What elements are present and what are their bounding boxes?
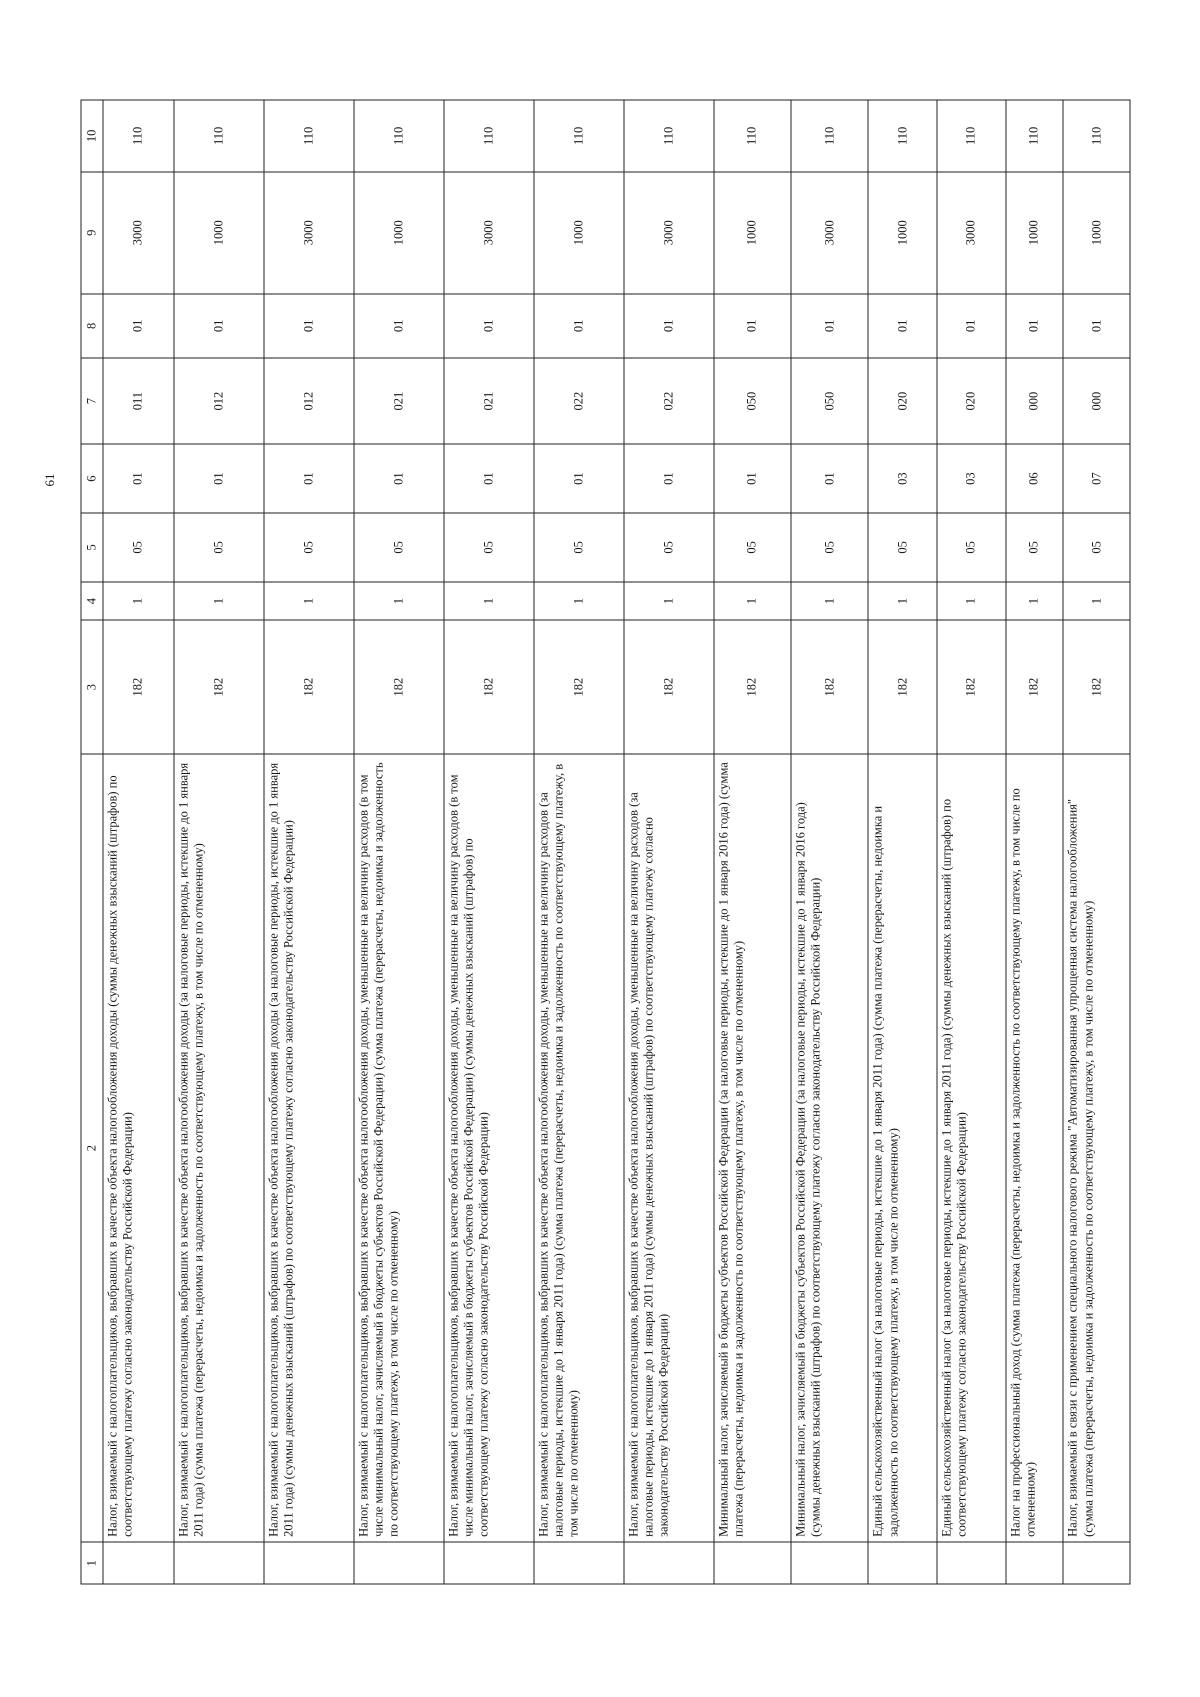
code-cell-c6: 01	[791, 444, 868, 513]
row-description: Налог, взимаемый в связи с применением специального налогового режима "Автоматизированная упрощенная система налогообложения" (сумма платежа (перерасчеты, недоимка и задолженность по соответствующему платежу, в том числе по отмененному)	[1063, 753, 1130, 1542]
code-cell-c7: 022	[533, 358, 623, 444]
code-cell-c5: 05	[173, 512, 263, 581]
code-cell-c6: 03	[868, 444, 937, 513]
row-description: Налог, взимаемый с налогоплательщиков, выбравших в качестве объекта налогообложения доходы, уменьшенные на величину расходов (в том числе минимальный налог, зачисляемый в бюджеты субъектов Российской Федерации) (сумма платежа (перерасчеты, недоимка и задолженность по соответствующему платежу, в том числе по отмененному)	[353, 753, 443, 1542]
code-cell-c3: 182	[1005, 620, 1063, 753]
column-header: 9	[81, 171, 103, 293]
code-cell-c7: 012	[263, 358, 353, 444]
code-cell-c8: 01	[1005, 293, 1063, 358]
code-cell-c4: 1	[353, 581, 443, 620]
table-row	[1005, 100, 1063, 1584]
table-row	[103, 100, 174, 1584]
code-cell-c9: 1000	[868, 171, 937, 293]
code-cell-c5: 05	[533, 512, 623, 581]
code-cell-c8: 01	[533, 293, 623, 358]
column-header: 4	[81, 581, 103, 620]
code-cell-c8: 01	[1063, 293, 1130, 358]
code-cell-c8: 01	[868, 293, 937, 358]
code-cell-c7: 021	[353, 358, 443, 444]
code-cell-c3: 182	[868, 620, 937, 753]
code-cell-c7: 000	[1063, 358, 1130, 444]
column-header: 6	[81, 444, 103, 513]
code-cell-c6: 01	[714, 444, 791, 513]
code-cell-c1	[103, 1542, 174, 1584]
code-cell-c10: 110	[533, 100, 623, 172]
row-description: Единый сельскохозяйственный налог (за налоговые периоды, истекшие до 1 января 2011 года) (суммы денежных взысканий (штрафов) по соответствующему платежу согласно законодательству Российской Федерации)	[936, 753, 1005, 1542]
code-cell-c3: 182	[103, 620, 174, 753]
code-cell-c4: 1	[263, 581, 353, 620]
code-cell-c10: 110	[936, 100, 1005, 172]
header-row	[81, 100, 103, 1584]
code-cell-c7: 000	[1005, 358, 1063, 444]
code-cell-c3: 182	[533, 620, 623, 753]
code-cell-c10: 110	[714, 100, 791, 172]
row-description: Налог, взимаемый с налогоплательщиков, выбравших в качестве объекта налогообложения доходы, уменьшенные на величину расходов (за налоговые периоды, истекшие до 1 января 2011 года) (суммы денежных взысканий (штрафов) по соответствующему платежу согласно законодательству Российской Федерации)	[623, 753, 713, 1542]
code-cell-c5: 05	[263, 512, 353, 581]
code-cell-c6: 01	[263, 444, 353, 513]
row-description: Налог, взимаемый с налогоплательщиков, выбравших в качестве объекта налогообложения доходы (суммы денежных взысканий (штрафов) по соответствующему платежу согласно законодательству Российской Федерации)	[103, 753, 174, 1542]
code-cell-c10: 110	[791, 100, 868, 172]
code-cell-c9: 3000	[103, 171, 174, 293]
budget-classification-table	[80, 99, 1130, 1584]
code-cell-c8: 01	[263, 293, 353, 358]
row-description: Единый сельскохозяйственный налог (за налоговые периоды, истекшие до 1 января 2011 года) (сумма платежа (перерасчеты, недоимка и задолженность по соответствующему платежу, в том числе по отмененному)	[868, 753, 937, 1542]
code-cell-c7: 021	[443, 358, 533, 444]
code-cell-c10: 110	[1063, 100, 1130, 172]
row-description: Налог на профессиональный доход (сумма платежа (перерасчеты, недоимка и задолженность по соответствующему платежу, в том числе по отмененному)	[1005, 753, 1063, 1542]
code-cell-c7: 050	[714, 358, 791, 444]
table-row	[353, 100, 443, 1584]
code-cell-c3: 182	[791, 620, 868, 753]
table-row	[623, 100, 713, 1584]
code-cell-c9: 1000	[173, 171, 263, 293]
code-cell-c7: 011	[103, 358, 174, 444]
code-cell-c5: 05	[623, 512, 713, 581]
code-cell-c9: 1000	[1063, 171, 1130, 293]
code-cell-c9: 3000	[936, 171, 1005, 293]
code-cell-c4: 1	[103, 581, 174, 620]
code-cell-c5: 05	[353, 512, 443, 581]
code-cell-c4: 1	[868, 581, 937, 620]
code-cell-c4: 1	[791, 581, 868, 620]
code-cell-c1	[1063, 1542, 1130, 1584]
code-cell-c5: 05	[103, 512, 174, 581]
code-cell-c9: 1000	[1005, 171, 1063, 293]
code-cell-c4: 1	[533, 581, 623, 620]
code-cell-c8: 01	[623, 293, 713, 358]
row-description: Налог, взимаемый с налогоплательщиков, выбравших в качестве объекта налогообложения доходы, уменьшенные на величину расходов (в том числе минимальный налог, зачисляемый в бюджеты субъектов Российской Федерации) (суммы денежных взысканий (штрафов) по соответствующему платежу согласно законодательству Российской Федерации)	[443, 753, 533, 1542]
code-cell-c1	[443, 1542, 533, 1584]
row-description: Минимальный налог, зачисляемый в бюджеты субъектов Российской Федерации (за налоговые периоды, истекшие до 1 января 2016 года) (сумма платежа (перерасчеты, недоимка и задолженность по соответствующему платежу, в том числе по отмененному)	[714, 753, 791, 1542]
column-header: 2	[81, 753, 103, 1542]
code-cell-c10: 110	[443, 100, 533, 172]
code-cell-c9: 1000	[353, 171, 443, 293]
code-cell-c8: 01	[173, 293, 263, 358]
code-cell-c6: 01	[443, 444, 533, 513]
code-cell-c9: 3000	[443, 171, 533, 293]
code-cell-c10: 110	[868, 100, 937, 172]
code-cell-c5: 05	[1005, 512, 1063, 581]
code-cell-c7: 020	[868, 358, 937, 444]
code-cell-c8: 01	[714, 293, 791, 358]
code-cell-c5: 05	[443, 512, 533, 581]
code-cell-c1	[936, 1542, 1005, 1584]
code-cell-c6: 06	[1005, 444, 1063, 513]
code-cell-c1	[263, 1542, 353, 1584]
column-header: 5	[81, 512, 103, 581]
code-cell-c6: 01	[353, 444, 443, 513]
table-row	[868, 100, 937, 1584]
code-cell-c6: 01	[173, 444, 263, 513]
rotated-table-container	[80, 99, 1130, 1584]
code-cell-c4: 1	[623, 581, 713, 620]
code-cell-c3: 182	[353, 620, 443, 753]
code-cell-c8: 01	[791, 293, 868, 358]
page-number: 61	[42, 473, 57, 487]
table-row	[1063, 100, 1130, 1584]
code-cell-c7: 012	[173, 358, 263, 444]
code-cell-c9: 1000	[533, 171, 623, 293]
table-row	[173, 100, 263, 1584]
code-cell-c1	[173, 1542, 263, 1584]
code-cell-c6: 01	[103, 444, 174, 513]
table-row	[263, 100, 353, 1584]
table-row	[443, 100, 533, 1584]
table-row	[533, 100, 623, 1584]
code-cell-c10: 110	[103, 100, 174, 172]
code-cell-c3: 182	[936, 620, 1005, 753]
column-header: 8	[81, 293, 103, 358]
code-cell-c1	[1005, 1542, 1063, 1584]
code-cell-c4: 1	[1063, 581, 1130, 620]
code-cell-c9: 3000	[263, 171, 353, 293]
row-description: Налог, взимаемый с налогоплательщиков, выбравших в качестве объекта налогообложения доходы (за налоговые периоды, истекшие до 1 января 2011 года) (суммы денежных взысканий (штрафов) по соответствующему платежу согласно законодательству Российской Федерации)	[263, 753, 353, 1542]
column-header: 10	[81, 100, 103, 172]
code-cell-c4: 1	[936, 581, 1005, 620]
code-cell-c9: 3000	[791, 171, 868, 293]
table-row	[791, 100, 868, 1584]
code-cell-c8: 01	[936, 293, 1005, 358]
row-description: Налог, взимаемый с налогоплательщиков, выбравших в качестве объекта налогообложения доходы, уменьшенные на величину расходов (за налоговые периоды, истекшие до 1 января 2011 года) (сумма платежа (перерасчеты, недоимка и задолженность по соответствующему платежу, в том числе по отмененному)	[533, 753, 623, 1542]
code-cell-c6: 01	[623, 444, 713, 513]
code-cell-c4: 1	[173, 581, 263, 620]
column-header: 7	[81, 358, 103, 444]
column-header: 3	[81, 620, 103, 753]
code-cell-c10: 110	[263, 100, 353, 172]
table-row	[936, 100, 1005, 1584]
code-cell-c7: 050	[791, 358, 868, 444]
code-cell-c4: 1	[1005, 581, 1063, 620]
code-cell-c1	[714, 1542, 791, 1584]
code-cell-c5: 05	[714, 512, 791, 581]
code-cell-c8: 01	[103, 293, 174, 358]
code-cell-c10: 110	[1005, 100, 1063, 172]
code-cell-c1	[533, 1542, 623, 1584]
code-cell-c4: 1	[714, 581, 791, 620]
code-cell-c10: 110	[173, 100, 263, 172]
code-cell-c3: 182	[623, 620, 713, 753]
code-cell-c5: 05	[936, 512, 1005, 581]
code-cell-c5: 05	[791, 512, 868, 581]
code-cell-c10: 110	[353, 100, 443, 172]
code-cell-c1	[623, 1542, 713, 1584]
code-cell-c5: 05	[868, 512, 937, 581]
code-cell-c3: 182	[263, 620, 353, 753]
code-cell-c4: 1	[443, 581, 533, 620]
code-cell-c3: 182	[714, 620, 791, 753]
code-cell-c7: 020	[936, 358, 1005, 444]
code-cell-c3: 182	[1063, 620, 1130, 753]
code-cell-c5: 05	[1063, 512, 1130, 581]
code-cell-c6: 03	[936, 444, 1005, 513]
code-cell-c9: 3000	[623, 171, 713, 293]
code-cell-c8: 01	[443, 293, 533, 358]
row-description: Минимальный налог, зачисляемый в бюджеты субъектов Российской Федерации (за налоговые периоды, истекшие до 1 января 2016 года) (суммы денежных взысканий (штрафов) по соответствующему платежу согласно законодательству Российской Федерации)	[791, 753, 868, 1542]
row-description: Налог, взимаемый с налогоплательщиков, выбравших в качестве объекта налогообложения доходы (за налоговые периоды, истекшие до 1 января 2011 года) (сумма платежа (перерасчеты, недоимка и задолженность по соответствующему платежу, в том числе по отмененному)	[173, 753, 263, 1542]
code-cell-c3: 182	[443, 620, 533, 753]
code-cell-c8: 01	[353, 293, 443, 358]
table-body	[103, 100, 1130, 1584]
code-cell-c3: 182	[173, 620, 263, 753]
code-cell-c9: 1000	[714, 171, 791, 293]
column-header: 1	[81, 1542, 103, 1584]
table-row	[714, 100, 791, 1584]
code-cell-c10: 110	[623, 100, 713, 172]
code-cell-c1	[868, 1542, 937, 1584]
code-cell-c6: 07	[1063, 444, 1130, 513]
code-cell-c1	[791, 1542, 868, 1584]
code-cell-c7: 022	[623, 358, 713, 444]
code-cell-c1	[353, 1542, 443, 1584]
code-cell-c6: 01	[533, 444, 623, 513]
